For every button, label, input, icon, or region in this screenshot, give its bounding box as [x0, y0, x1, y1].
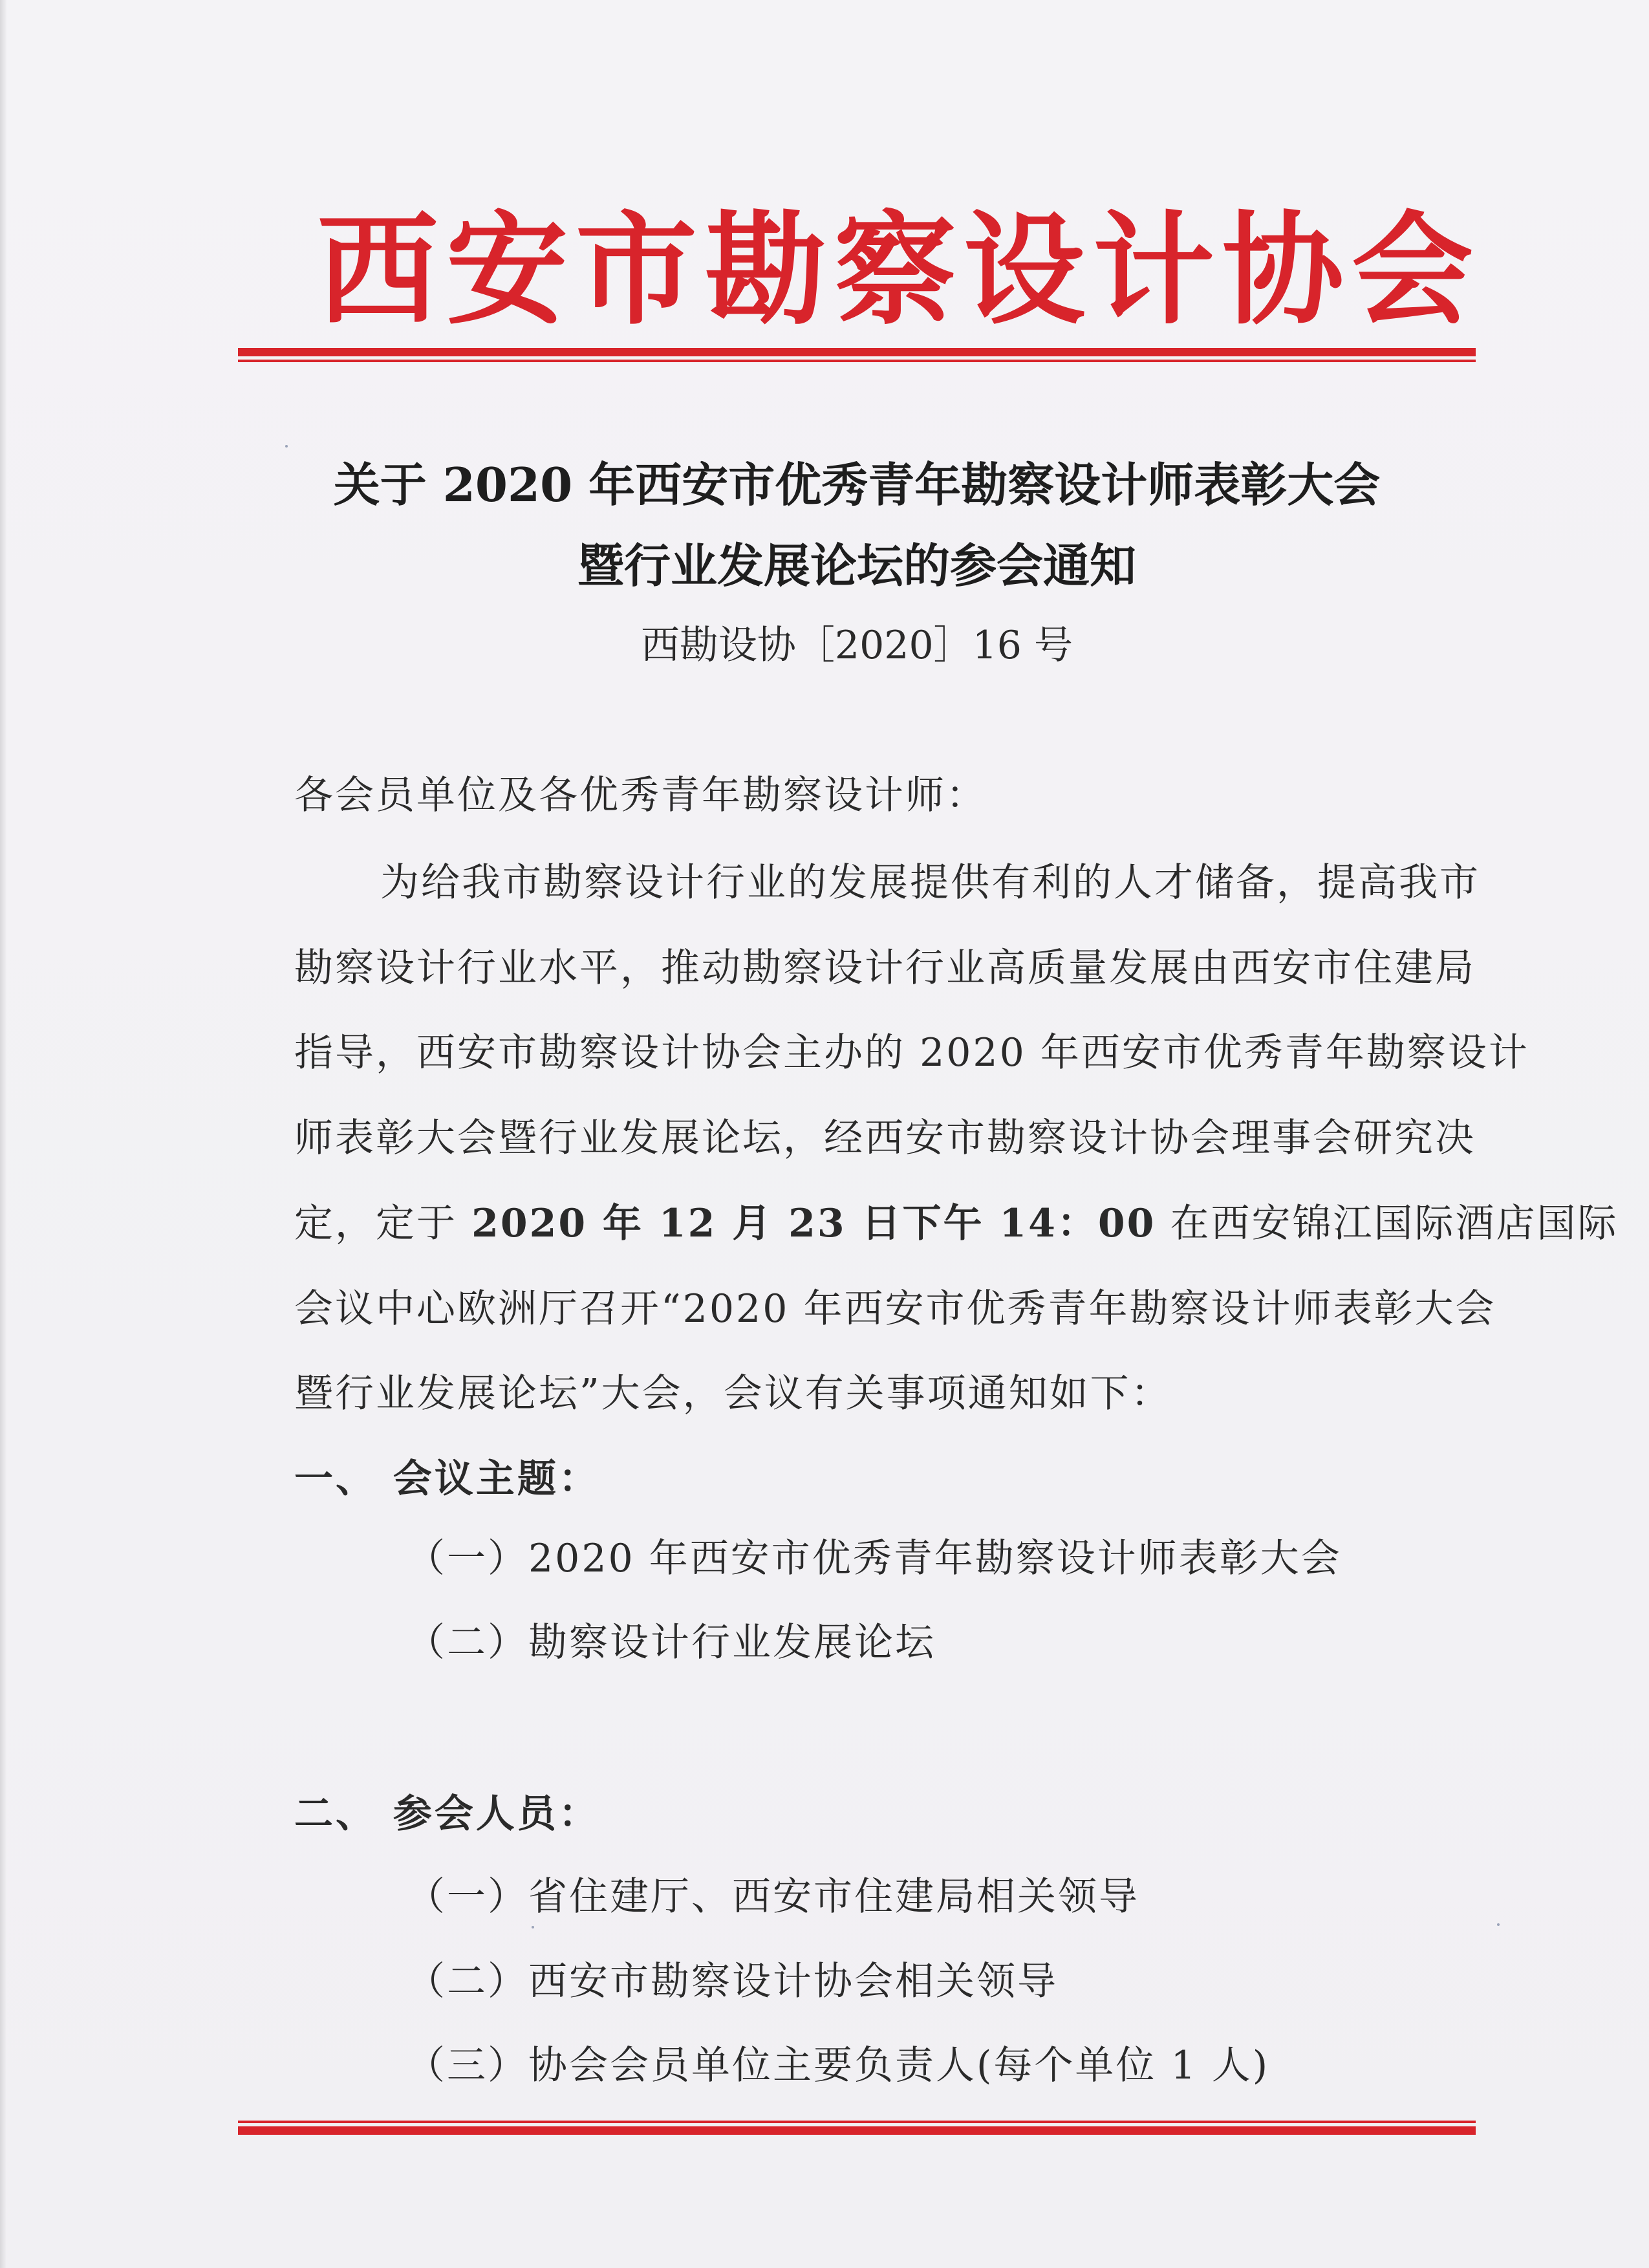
- meeting-datetime: 2020 年 12 月 23 日下午 14：00: [471, 1201, 1156, 1246]
- doc-title-line1: 关于 2020 年西安市优秀青年勘察设计师表彰大会: [333, 457, 1381, 512]
- body-line: 勘察设计行业水平，推动勘察设计行业高质量发展由西安市住建局: [294, 945, 1476, 991]
- section2-item: （一）省住建厅、西安市住建局相关领导: [406, 1874, 1139, 1919]
- section1-item: （二）勘察设计行业发展论坛: [406, 1620, 936, 1665]
- doc-title-line2: 暨行业发展论坛的参会通知: [577, 538, 1136, 593]
- letterhead-rule-thin: [238, 360, 1476, 362]
- body-line: 会议中心欧洲厅召开“2020 年西安市优秀青年勘察设计师表彰大会: [294, 1286, 1496, 1332]
- footer-rule-thick: [238, 2126, 1476, 2135]
- body-text: 定，定于: [294, 1201, 472, 1246]
- section2-item: （三）协会会员单位主要负责人(每个单位 1 人): [406, 2043, 1270, 2088]
- scan-edge: [0, 0, 6, 2268]
- body-line: 暨行业发展论坛”大会，会议有关事项通知如下：: [294, 1371, 1172, 1416]
- body-text: 在西安锦江国际酒店国际: [1156, 1201, 1619, 1246]
- letterhead-org-name: 西安市勘察设计协会: [317, 199, 1481, 341]
- scan-speck: [285, 445, 288, 448]
- section2-item: （二）西安市勘察设计协会相关领导: [406, 1959, 1058, 2004]
- section1-item: （一）2020 年西安市优秀青年勘察设计师表彰大会: [406, 1536, 1342, 1581]
- scan-speck: [1497, 1923, 1500, 1926]
- salutation: 各会员单位及各优秀青年勘察设计师：: [294, 773, 987, 818]
- section2-heading: 二、 参会人员：: [294, 1791, 600, 1837]
- body-line: 师表彰大会暨行业发展论坛，经西安市勘察设计协会理事会研究决: [294, 1116, 1476, 1161]
- body-line-date: [294, 1191, 1619, 1256]
- body-line: 为给我市勘察设计行业的发展提供有利的人才储备，提高我市: [380, 860, 1480, 905]
- section1-heading: 一、 会议主题：: [294, 1456, 600, 1502]
- letterhead-rule-thick: [238, 348, 1476, 356]
- body-line: 指导，西安市勘察设计协会主办的 2020 年西安市优秀青年勘察设计: [294, 1030, 1529, 1075]
- doc-number: 西勘设协［2020］16 号: [640, 623, 1073, 668]
- footer-rule-thin: [238, 2121, 1476, 2123]
- scan-speck: [532, 1926, 534, 1928]
